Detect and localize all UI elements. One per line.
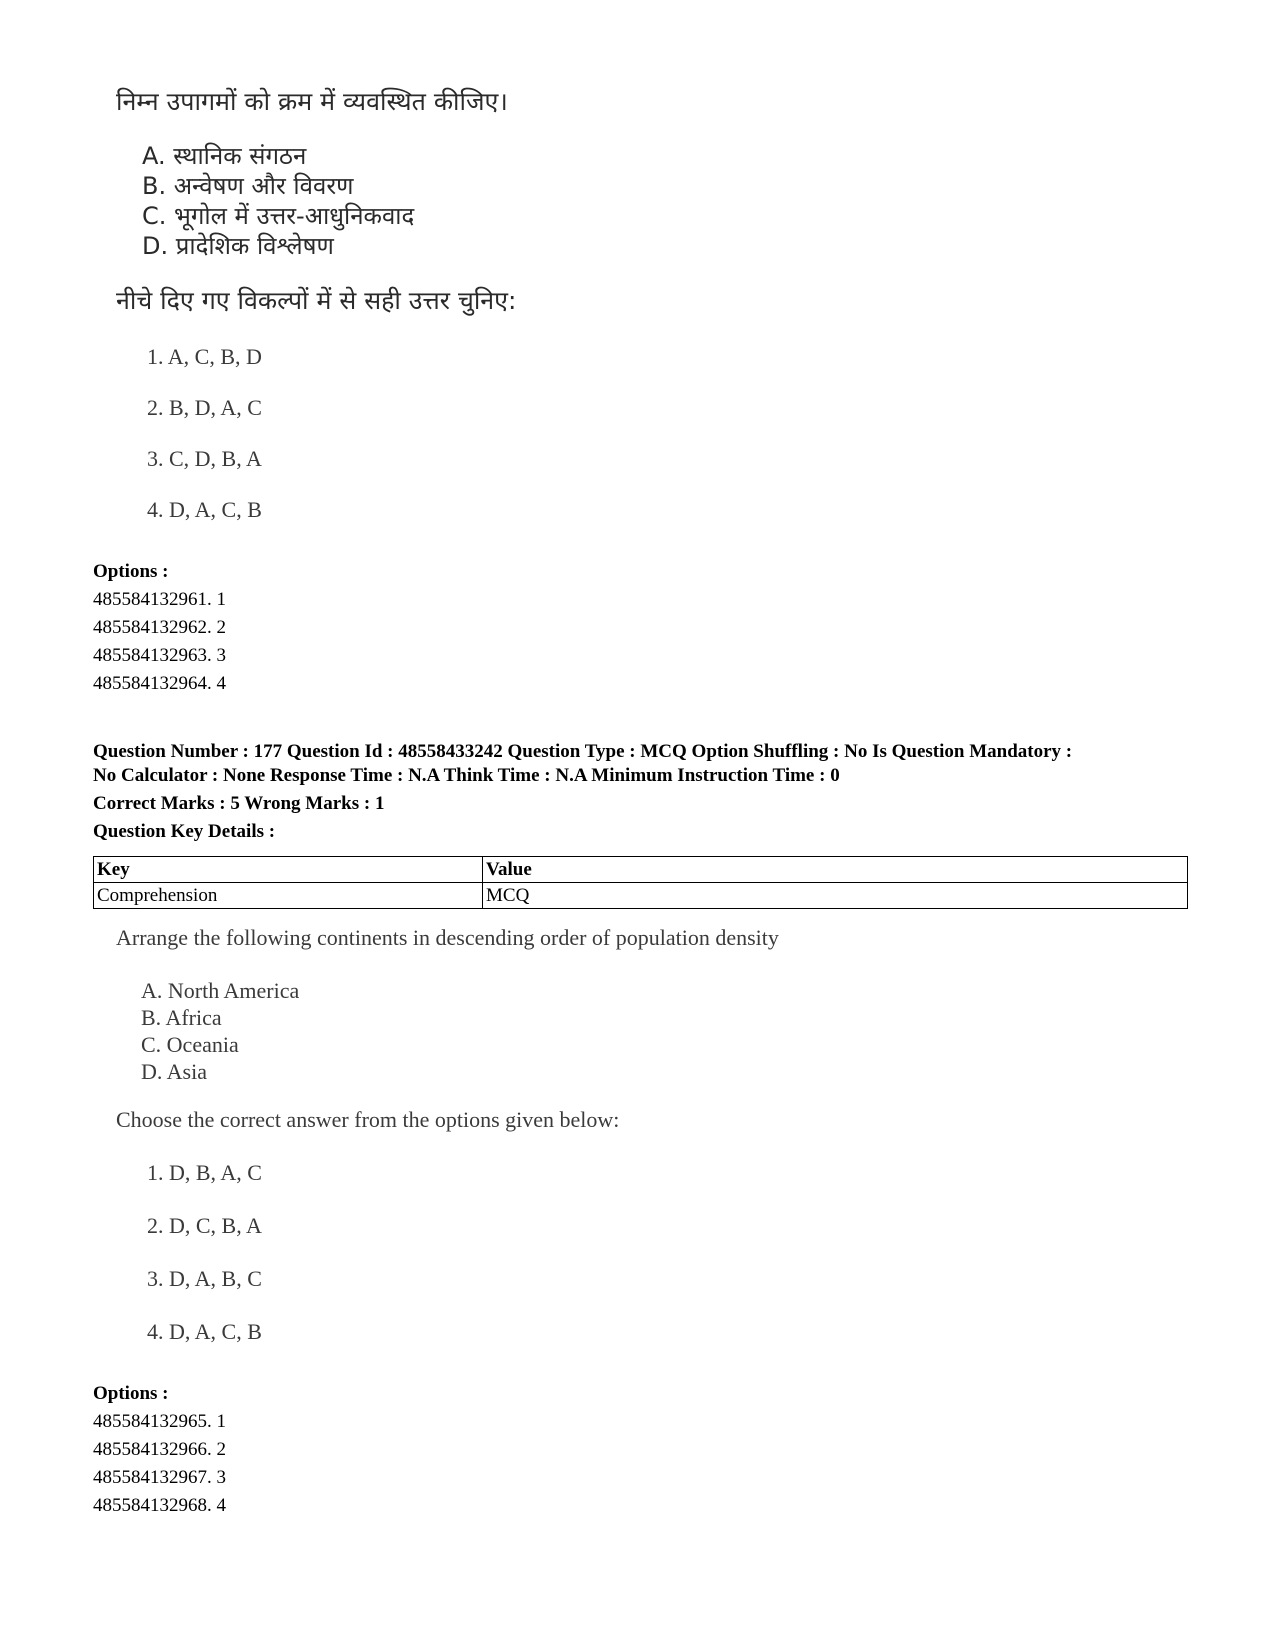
table-header-value: Value xyxy=(483,857,1188,883)
choice-4: 4. D, A, C, B xyxy=(147,1319,262,1344)
key-details-label: Question Key Details : xyxy=(93,821,276,842)
table-header-row xyxy=(94,857,1188,883)
question-title: Arrange the following continents in descending order of population density xyxy=(116,925,779,950)
choice-2: 2. D, C, B, A xyxy=(147,1213,262,1238)
statement-d: D. Asia xyxy=(141,1059,207,1084)
statement-a: A. स्थानिक संगठन xyxy=(142,142,307,170)
options-label: Options : xyxy=(93,561,169,582)
statement-b: B. अन्वेषण और विवरण xyxy=(142,172,354,200)
choice-1: 1. A, C, B, D xyxy=(147,344,262,369)
question-meta-line-2: No Calculator : None Response Time : N.A Think Time : N.A Minimum Instruction Time : 0 xyxy=(93,765,840,786)
option-item: 485584132963. 3 xyxy=(93,645,226,666)
question-prompt: नीचे दिए गए विकल्पों में से सही उत्तर चुनिए: xyxy=(116,286,517,315)
choice-3: 3. D, A, B, C xyxy=(147,1266,262,1291)
choice-4: 4. D, A, C, B xyxy=(147,497,262,522)
table-header-key: Key xyxy=(94,857,483,883)
choice-1: 1. D, B, A, C xyxy=(147,1160,262,1185)
option-item: 485584132966. 2 xyxy=(93,1439,226,1460)
option-item: 485584132961. 1 xyxy=(93,589,226,610)
option-item: 485584132967. 3 xyxy=(93,1467,226,1488)
statement-b: B. Africa xyxy=(141,1005,222,1030)
statement-c: C. भूगोल में उत्तर-आधुनिकवाद xyxy=(142,202,415,230)
option-item: 485584132964. 4 xyxy=(93,673,226,694)
choice-2: 2. B, D, A, C xyxy=(147,395,262,420)
statement-d: D. प्रादेशिक विश्लेषण xyxy=(142,232,334,260)
key-details-table xyxy=(93,856,1188,909)
question-title: निम्न उपागमों को क्रम में व्यवस्थित कीजिए। xyxy=(116,87,508,116)
option-item: 485584132968. 4 xyxy=(93,1495,226,1516)
choice-3: 3. C, D, B, A xyxy=(147,446,262,471)
question-meta-line-1: Question Number : 177 Question Id : 48558433242 Question Type : MCQ Option Shuffling : No Is Question Mandatory : xyxy=(93,741,1073,762)
question-marks: Correct Marks : 5 Wrong Marks : 1 xyxy=(93,793,385,814)
table-cell-value: MCQ xyxy=(483,883,1188,909)
option-item: 485584132965. 1 xyxy=(93,1411,226,1432)
table-row xyxy=(94,883,1188,909)
option-item: 485584132962. 2 xyxy=(93,617,226,638)
statement-a: A. North America xyxy=(141,978,300,1003)
options-label: Options : xyxy=(93,1383,169,1404)
question-prompt: Choose the correct answer from the options given below: xyxy=(116,1107,620,1132)
statement-c: C. Oceania xyxy=(141,1032,239,1057)
table-cell-key: Comprehension xyxy=(94,883,483,909)
